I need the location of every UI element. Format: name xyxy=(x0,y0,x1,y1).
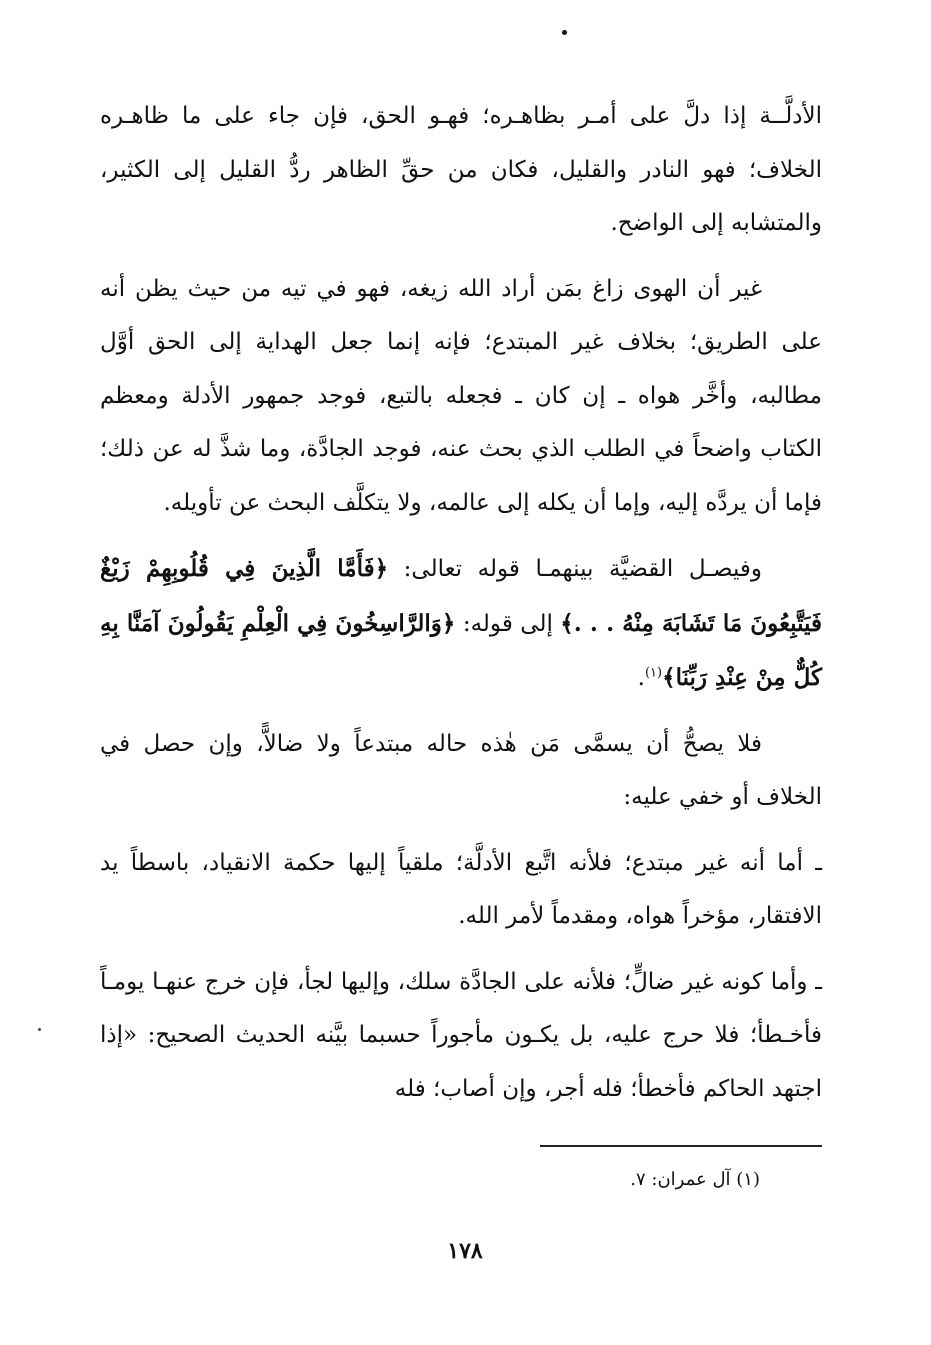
footnote-reference: (١) xyxy=(644,665,663,681)
quran-verse-2: ﴿وَالرَّاسِخُونَ فِي الْعِلْمِ يَقُولُونَ آمَنَّا بِهِ كُلٌّ مِنْ عِنْدِ رَبِّنَا﴾ xyxy=(100,609,822,691)
quran-verse-1: ﴿فَأَمَّا الَّذِينَ فِي قُلُوبِهِمْ زَيْغٌ فَيَتَّبِعُونَ مَا تَشَابَهَ مِنْهُ . . .﴾ xyxy=(100,555,822,637)
footnote-divider xyxy=(540,1145,822,1147)
paragraph-3-end: . xyxy=(637,665,645,691)
main-text xyxy=(100,90,822,1128)
margin-ink-dot xyxy=(38,1028,41,1031)
paragraph-6: ـ وأما كونه غير ضالٍّ؛ فلأنه على الجادَّة سلك، وإليها لجأ، فإن خرج عنهـا يومـاً فأخـطأ؛ فلا حرج عليه، بل يكـون مأجوراً حسبما بيَّنه الحديث الصحيح: «إذا اجتهد الحاكم فأخطأ؛ فله أجر، وإن أصاب؛ فله xyxy=(100,968,822,1102)
paragraph-3-middle: إلى قوله: xyxy=(455,610,561,637)
paragraph-3-intro: وفيصـل القضيَّة بينهمـا قوله تعالى: xyxy=(388,556,762,582)
paragraph-5: ـ أما أنه غير مبتدع؛ فلأنه اتَّبع الأدلَّة؛ ملقياً إليها حكمة الانقياد، باسطاً يد الافتقار، مؤخراً هواه، ومقدماً لأمر الله. xyxy=(100,849,822,929)
paragraph-2: غير أن الهوى زاغ بمَن أراد الله زيغه، فهو في تيه من حيث يظن أنه على الطريق؛ بخلاف غير المبتدع؛ فإنه إنما جعل الهداية إلى الحق أوَّل مطالبه، وأخَّر هواه ـ إن كان ـ فجعله بالتبع، فوجد جمهور الأدلة ومعظم الكتاب واضحاً في الطلب الذي بحث عنه، فوجد الجادَّة، وما شذَّ له عن ذلك؛ فإما أن يردَّه إليه، وإما أن يكله إلى عالمه، ولا يتكلَّف البحث عن تأويله. xyxy=(100,275,822,516)
paragraph-4: فلا يصحُّ أن يسمَّى مَن هٰذه حاله مبتدعاً ولا ضالاًّ، وإن حصل في الخلاف أو خفي عليه: xyxy=(100,730,822,810)
page-number: ١٧٨ xyxy=(447,1238,483,1264)
paragraph-1: الأدلَّــة إذا دلَّ على أمـر بظاهـره؛ فهـو الحق، فإن جاء على ما ظاهـره الخلاف؛ فهو النادر والقليل، فكان من حقِّ الظاهر ردُّ القليل إلى الكثير، والمتشابه إلى الواضح. xyxy=(100,103,822,236)
top-ink-dot xyxy=(562,30,567,35)
paragraph-3 xyxy=(100,542,822,706)
footnote: (١) آل عمران: ٧. xyxy=(630,1169,760,1190)
